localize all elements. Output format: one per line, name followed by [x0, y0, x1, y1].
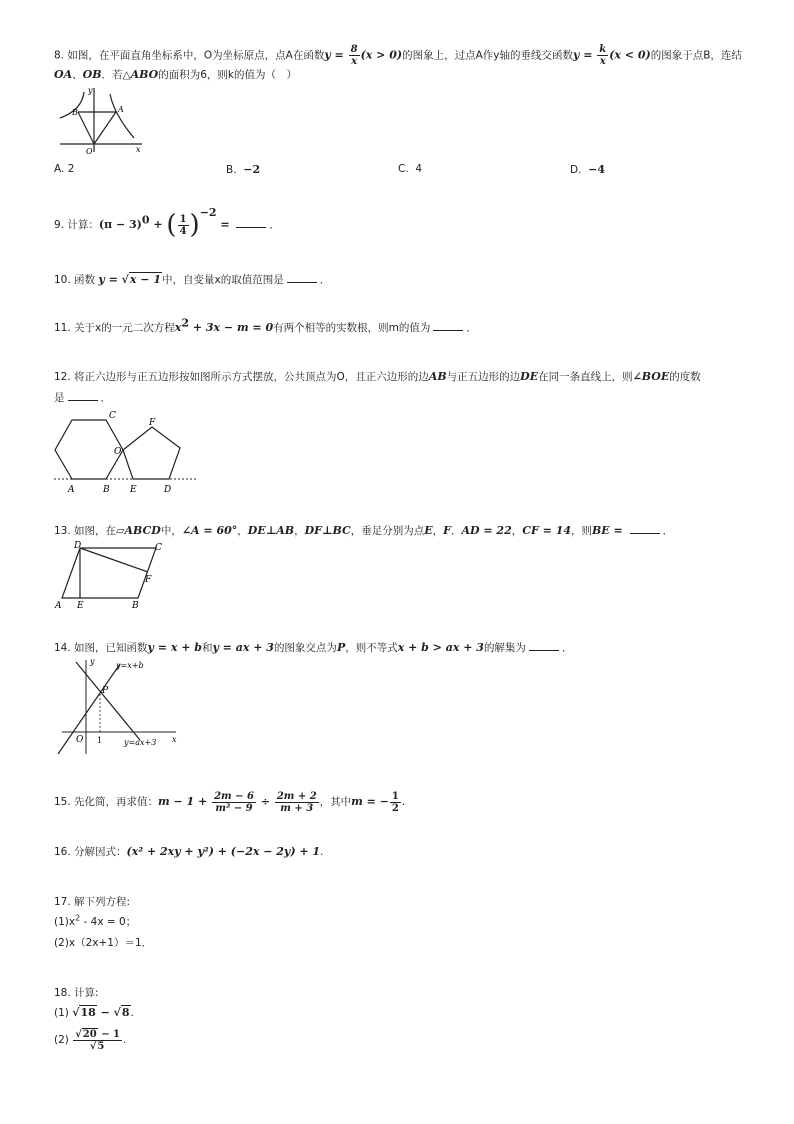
q11-text-2: 有两个相等的实数根，则m的值为	[273, 322, 431, 334]
q18-radicand-1: 18	[80, 1006, 96, 1019]
q10-number: 10.	[54, 274, 71, 286]
q13-sep-4: ，	[511, 525, 523, 537]
q13-cond-de: DE⊥AB	[247, 524, 295, 537]
q8-seg-ob: OB	[82, 68, 102, 81]
q16-number: 16.	[54, 846, 71, 858]
q8-fig-label-b: B	[72, 108, 78, 117]
q11-expr-2: + 3x − m = 0	[188, 321, 274, 334]
q16-end: .	[320, 846, 324, 858]
question-18	[54, 985, 99, 1001]
q16-text-1: 分解因式：	[74, 846, 127, 858]
q8-func-2: y =	[572, 48, 597, 62]
q16-expr: (x² + 2xy + y²) + (−2x − 2y) + 1	[126, 845, 321, 858]
question-18-part-2	[54, 1026, 126, 1054]
q13-text-3: ，垂足分别为点	[350, 525, 425, 537]
question-10	[54, 272, 330, 288]
q8-fraction-2: $\frac{k}{x}$	[599, 44, 607, 67]
question-12	[54, 369, 701, 385]
q14-func-1: y = x + b	[147, 641, 202, 654]
q10-radicand: x − 1	[129, 273, 161, 286]
q12-end: ．	[100, 392, 111, 404]
q9-exp-0: 0	[141, 213, 150, 227]
q9-answer-blank[interactable]	[236, 217, 266, 228]
q15-fraction-3: $\frac{1}{2}$	[391, 790, 399, 814]
q14-fig-label-1: 1	[97, 736, 103, 745]
q10-expr: y =	[98, 273, 122, 286]
q17-part-1-a: (1)x	[54, 916, 76, 928]
question-8-line-2	[54, 67, 297, 83]
q13-point-f: F	[443, 524, 451, 537]
q8-option-b-label: B.	[226, 164, 237, 176]
q12-fig-label-c: C	[109, 411, 116, 421]
q18-number: 18.	[54, 987, 71, 999]
q14-text-5: 的解集为	[483, 642, 526, 654]
q14-answer-blank[interactable]	[529, 640, 559, 651]
q15-end: .	[401, 796, 406, 808]
q12-answer-blank[interactable]	[68, 390, 98, 401]
q12-text-1: 将正六边形与正五边形按如图所示方式摆放，公共顶点为O，且正六边形的边	[74, 371, 429, 383]
q11-expr: x	[174, 321, 182, 334]
q13-cond-angle: ∠A = 60°	[181, 524, 238, 537]
q9-number: 9.	[54, 219, 65, 231]
q8-text-4: ．若△	[101, 69, 131, 81]
q8-fraction-1: $\frac{8}{x}$	[350, 44, 358, 67]
q15-fraction-2: $\frac{2m + 2}{m + 3}$	[276, 790, 317, 814]
q14-figure	[52, 656, 182, 756]
q13-be: BE =	[592, 524, 627, 537]
question-8	[54, 44, 742, 67]
q11-answer-blank[interactable]	[433, 320, 463, 331]
q8-option-c-label: C.	[398, 163, 409, 175]
q14-fig-label-line-2: y=ax+3	[124, 738, 157, 747]
q17-part-1-b: - 4x = 0；	[80, 916, 137, 928]
q8-text-5: 的面积为6，则k的值为（ ）	[158, 69, 297, 81]
question-16	[54, 844, 323, 860]
q12-angle: ∠BOE	[632, 370, 670, 383]
question-18-part-1	[54, 1005, 134, 1021]
q14-fig-label-p: P	[102, 686, 109, 696]
q8-figure	[58, 84, 148, 156]
q8-option-a[interactable]	[54, 163, 74, 175]
q18-part-1-end: .	[130, 1007, 134, 1019]
q12-fig-label-e: E	[130, 485, 137, 495]
q10-radical-sign: √	[121, 273, 129, 286]
q13-text-4: ．	[450, 525, 462, 537]
q8-text-3: 的图象于点B，连结	[650, 49, 742, 62]
q8-seg-oa: OA	[54, 68, 73, 81]
q17-part-2-text: (2)x（2x+1）＝1．	[54, 937, 153, 949]
question-17-part-1	[54, 914, 136, 930]
q8-option-b-value: −2	[243, 163, 261, 176]
q13-parallelogram: ▱ABCD	[116, 524, 161, 537]
q8-number: 8.	[54, 49, 65, 62]
q13-cond-cf: CF = 14	[522, 524, 571, 537]
q17-text-1: 解下列方程:	[74, 896, 131, 908]
q13-text-5: ，则	[571, 525, 592, 537]
q13-fig-label-b: B	[132, 601, 139, 611]
q15-text-2: ，其中	[319, 796, 352, 808]
q12-text-3: 在同一条直线上，则	[538, 371, 633, 383]
question-17	[54, 894, 130, 910]
q11-text-1: 关于x的一元二次方程	[74, 322, 175, 334]
question-17-part-2	[54, 935, 152, 951]
q10-text-2: 中，自变量x的取值范围是	[162, 274, 284, 286]
q8-option-d-value: −4	[588, 163, 605, 176]
q9-paren-close: )	[189, 210, 200, 240]
q8-option-c[interactable]	[398, 163, 422, 175]
question-11	[54, 316, 477, 336]
q18-part-1-label: (1)	[54, 1007, 73, 1019]
q12-fig-label-a: A	[68, 485, 75, 495]
q15-fraction-1: $\frac{2m - 6}{\text{m² − 9}}$	[214, 790, 254, 814]
question-9	[54, 206, 280, 240]
question-12-line-2	[54, 390, 111, 406]
q9-text: 计算：	[67, 219, 99, 231]
q11-number: 11.	[54, 322, 71, 334]
q11-exp: 2	[181, 316, 189, 330]
q13-text-1: 如图，在	[74, 525, 117, 537]
q13-fig-label-e: E	[77, 601, 84, 611]
q8-sep: 、	[72, 69, 83, 81]
question-13	[54, 523, 673, 539]
q13-end: ．	[662, 525, 674, 537]
q15-divide: ÷	[256, 795, 274, 808]
q12-fig-label-f: F	[149, 418, 156, 428]
q8-fig-label-o: O	[86, 147, 93, 156]
q8-option-c-value: 4	[415, 163, 423, 175]
q12-figure	[52, 406, 202, 496]
q9-fraction: $\frac{1}{4}$	[179, 213, 187, 237]
q18-minus: −	[96, 1006, 114, 1019]
q14-text-4: ，则不等式	[345, 642, 398, 654]
q8-option-a-label: A.	[54, 163, 65, 175]
q17-number: 17.	[54, 896, 71, 908]
q18-part-2-label: (2)	[54, 1034, 73, 1046]
q12-seg-de: DE	[520, 370, 539, 383]
q13-cond-ad: AD = 22	[461, 524, 512, 537]
q9-end: ．	[269, 219, 280, 231]
q13-text-2: 中，	[160, 525, 182, 537]
q18-fraction: $\frac{√20 - 1}{√5}$	[75, 1028, 121, 1052]
q15-expr-m: m = −	[351, 795, 389, 808]
q13-fig-label-d: D	[74, 541, 82, 551]
q8-option-b[interactable]	[226, 163, 260, 176]
q14-fig-label-y: y	[90, 657, 95, 666]
q15-text-1: 先化简，再求值：	[74, 796, 159, 808]
q9-exp-neg2: −2	[199, 206, 217, 219]
q12-number: 12.	[54, 371, 71, 383]
q13-point-e: E	[424, 524, 433, 537]
q9-equals: =	[216, 218, 234, 231]
question-14	[54, 640, 572, 656]
q14-fig-label-x: x	[172, 735, 177, 744]
q13-cond-df: DF⊥BC	[304, 524, 351, 537]
q14-text-3: 的图象交点为	[273, 642, 337, 654]
question-15	[54, 788, 405, 816]
q14-text-1: 如图，已知函数	[74, 642, 148, 654]
q14-func-2: y = ax + 3	[212, 641, 274, 654]
q14-fig-label-line-1: y=x+b	[116, 661, 144, 670]
q8-text-1: 如图，在平面直角坐标系中，O为坐标原点，点A在函数	[67, 49, 325, 62]
q12-text-5: 是	[54, 392, 65, 404]
q12-seg-ab: AB	[428, 370, 447, 383]
q8-text-2: 的图象上，过点A作y轴的垂线交函数	[402, 49, 573, 62]
q18-text-1: 计算:	[74, 987, 99, 999]
q12-fig-label-d: D	[164, 485, 172, 495]
q8-option-d[interactable]	[570, 163, 605, 176]
q13-number: 13.	[54, 525, 71, 537]
q12-text-2: 与正五边形的边	[446, 371, 521, 383]
q15-expr-1: m − 1 +	[158, 795, 212, 808]
q8-option-d-label: D.	[570, 164, 582, 176]
q13-fig-label-f: F	[145, 575, 152, 585]
q8-fig-label-a: A	[118, 105, 124, 114]
q8-option-a-value: 2	[67, 163, 75, 175]
q9-expr-pi: (π − 3)	[98, 218, 142, 231]
q13-sep-2: ，	[294, 525, 305, 537]
q10-answer-blank[interactable]	[287, 272, 317, 283]
q15-number: 15.	[54, 796, 71, 808]
q8-func-1: y =	[324, 48, 348, 62]
q8-triangle: ABO	[130, 68, 159, 81]
q8-cond-1: (x > 0)	[360, 48, 403, 62]
q13-sep-1: ，	[237, 525, 248, 537]
q14-end: ．	[561, 642, 573, 654]
q14-fig-label-o: O	[76, 735, 84, 745]
q14-text-2: 和	[201, 642, 213, 654]
q14-number: 14.	[54, 642, 71, 654]
q9-paren-open: (	[166, 210, 177, 240]
q14-point-p: P	[336, 641, 346, 654]
q10-end: ．	[319, 274, 331, 286]
q13-figure	[52, 538, 172, 613]
q12-fig-label-o: O	[114, 447, 122, 457]
q13-fig-label-c: C	[155, 543, 162, 553]
q18-radicand-2: 8	[121, 1006, 130, 1019]
q10-text-1: 函数	[74, 274, 96, 286]
q18-radical-1: √	[72, 1006, 80, 1019]
q14-inequality: x + b > ax + 3	[397, 641, 484, 654]
q8-fig-label-y: y	[88, 86, 93, 95]
q8-fig-label-x: x	[136, 145, 141, 154]
q18-radical-2: √	[113, 1006, 121, 1019]
q11-end: ．	[466, 322, 477, 334]
q13-answer-blank[interactable]	[630, 523, 660, 534]
q9-plus: +	[149, 218, 167, 231]
q13-fig-label-a: A	[55, 601, 62, 611]
q18-part-2-end: .	[123, 1034, 127, 1046]
q12-text-4: 的度数	[669, 371, 701, 383]
q12-fig-label-b: B	[103, 485, 110, 495]
q13-sep-3: ，	[432, 525, 444, 537]
q17-part-1-exp: 2	[75, 913, 81, 923]
q8-cond-2: (x < 0)	[609, 48, 651, 62]
